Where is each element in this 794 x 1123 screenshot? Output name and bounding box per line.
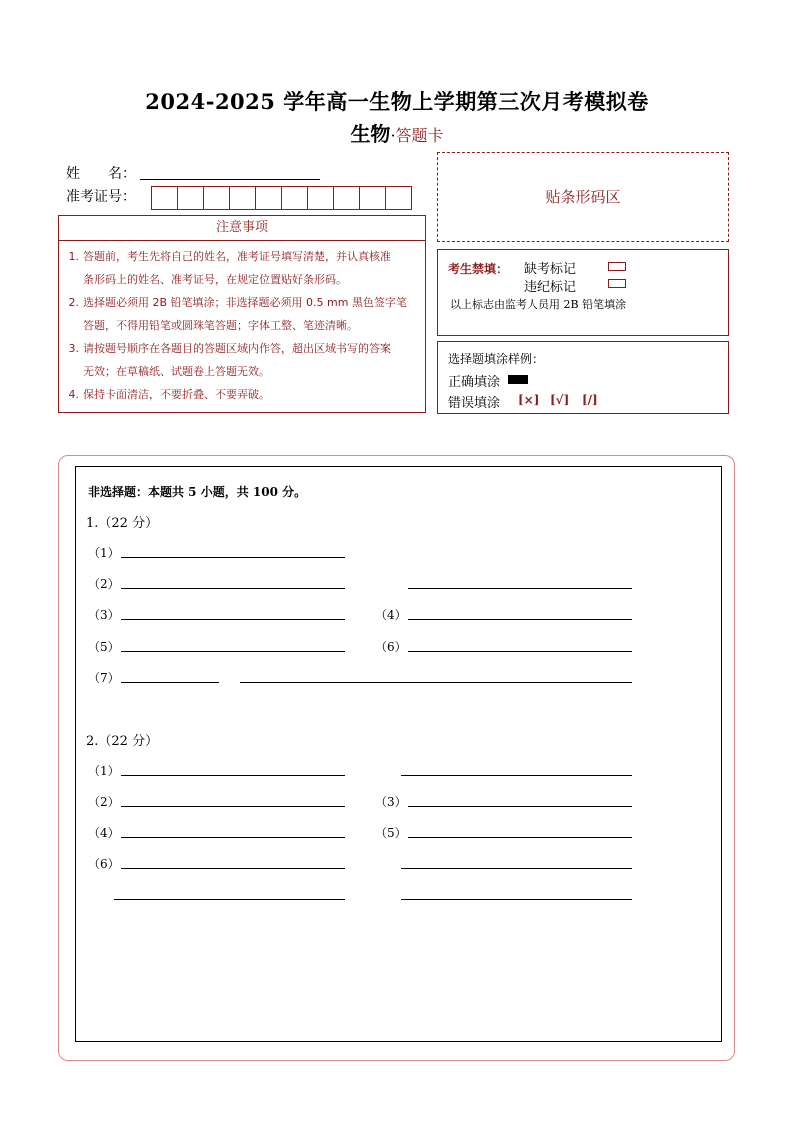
notice-text: 选择题必须用 2B 铅笔填涂；非选择题必须用 0.5 mm 黑色签字笔 — [83, 296, 407, 309]
notice-text-cont: 无效；在草稿纸、试题卷上答题无效。 — [83, 365, 270, 378]
q1-label-3: （3） — [88, 608, 120, 622]
q2-answer-line-1a[interactable] — [121, 775, 345, 776]
q1-label-5: （5） — [88, 640, 120, 654]
forbid-label: 考生禁填： — [448, 262, 509, 276]
q2-label-1: （1） — [88, 764, 120, 778]
answers-intro: 非选择题：本题共 5 小题，共 100 分。 — [88, 485, 307, 499]
correct-label: 正确填涂 — [448, 375, 501, 390]
forbid-note: 以上标志由监考人员用 2B 铅笔填涂 — [450, 298, 627, 311]
sample-panel — [437, 341, 729, 414]
notice-num: 2. — [68, 296, 79, 309]
wrong-mark-slash: [/] — [582, 393, 598, 407]
notice-heading: 注意事项 — [59, 216, 425, 241]
q2-label-3: （3） — [375, 795, 407, 809]
id-digit-box[interactable] — [256, 187, 282, 209]
wrong-label: 错误填涂 — [448, 396, 501, 411]
notice-text: 请按题号顺序在各题目的答题区域内作答，超出区域书写的答案 — [83, 342, 391, 355]
notice-num: 1. — [68, 250, 79, 263]
q1-answer-line-6[interactable] — [408, 651, 632, 652]
notice-text-cont: 条形码上的姓名、准考证号，在规定位置贴好条形码。 — [83, 273, 347, 286]
q1-answer-line-5[interactable] — [121, 651, 345, 652]
q2-answer-line-4[interactable] — [121, 837, 345, 838]
id-digit-box[interactable] — [282, 187, 308, 209]
q1-answer-line-3[interactable] — [121, 619, 345, 620]
q2-answer-line-1b[interactable] — [401, 775, 632, 776]
id-digit-box[interactable] — [178, 187, 204, 209]
exam-id-label: 准考证号： — [66, 189, 136, 205]
filled-mark-sample — [508, 375, 528, 384]
q1-title: 1.（22 分） — [86, 516, 159, 531]
q2-label-4: （4） — [88, 826, 120, 840]
notice-text: 答题前，考生先将自己的姓名，准考证号填写清楚，并认真核准 — [83, 250, 391, 263]
q2-answer-line-6d[interactable] — [401, 899, 632, 900]
q1-label-2: （2） — [88, 577, 120, 591]
q2-label-5: （5） — [375, 826, 407, 840]
notice-list — [63, 245, 419, 406]
notice-item — [63, 383, 419, 406]
id-digit-box[interactable] — [230, 187, 256, 209]
q2-answer-line-6c[interactable] — [114, 899, 345, 900]
q1-answer-line-2b[interactable] — [408, 588, 632, 589]
id-digit-box[interactable] — [152, 187, 178, 209]
answer-inner-frame — [75, 466, 722, 1042]
notice-num: 4. — [68, 388, 79, 401]
q1-answer-line-7a[interactable] — [121, 682, 219, 683]
subject-label: 生物 — [350, 122, 391, 146]
q1-answer-line-7b[interactable] — [240, 682, 632, 683]
wrong-mark-cross: [×] — [518, 393, 540, 407]
violation-label: 违纪标记 — [524, 280, 577, 295]
subtitle-separator: · — [390, 126, 396, 145]
q1-label-1: （1） — [88, 546, 120, 560]
q2-label-2: （2） — [88, 795, 120, 809]
notice-num: 3. — [68, 342, 79, 355]
violation-mark-box[interactable] — [608, 279, 626, 288]
q1-label-4: （4） — [375, 608, 407, 622]
notice-panel — [58, 215, 426, 413]
notice-item — [63, 337, 419, 383]
exam-id-boxes[interactable] — [151, 186, 412, 210]
notice-item — [63, 245, 419, 291]
name-field[interactable] — [140, 163, 320, 180]
q2-answer-line-2[interactable] — [121, 806, 345, 807]
notice-text-cont: 答题，不得用铅笔或圆珠笔答题；字体工整、笔迹清晰。 — [83, 319, 358, 332]
q2-answer-line-3[interactable] — [408, 806, 632, 807]
barcode-area: 贴条形码区 — [437, 152, 729, 242]
q1-answer-line-1[interactable] — [121, 557, 345, 558]
q1-answer-line-2a[interactable] — [121, 588, 345, 589]
id-digit-box[interactable] — [334, 187, 360, 209]
sample-title: 选择题填涂样例： — [448, 352, 545, 366]
page-title: 2024-2025 学年高一生物上学期第三次月考模拟卷 — [145, 89, 649, 114]
page-subtitle — [0, 118, 794, 147]
wrong-mark-check: [√] — [550, 393, 570, 407]
notice-text: 保持卡面清洁，不要折叠、不要弄破。 — [83, 388, 270, 401]
forbid-panel — [437, 249, 729, 336]
card-label: 答题卡 — [395, 126, 444, 145]
q2-answer-line-6b[interactable] — [401, 868, 632, 869]
q2-title: 2.（22 分） — [86, 734, 159, 749]
absent-label: 缺考标记 — [524, 262, 577, 277]
id-digit-box[interactable] — [204, 187, 230, 209]
q2-label-6: （6） — [88, 857, 120, 871]
notice-item — [63, 291, 419, 337]
q2-answer-line-5[interactable] — [408, 837, 632, 838]
id-digit-box[interactable] — [308, 187, 334, 209]
q1-label-7: （7） — [88, 671, 120, 685]
q1-label-6: （6） — [375, 640, 407, 654]
id-digit-box[interactable] — [360, 187, 386, 209]
name-label: 姓 名： — [66, 166, 136, 182]
id-digit-box[interactable] — [386, 187, 412, 209]
q2-answer-line-6a[interactable] — [121, 868, 345, 869]
absent-mark-box[interactable] — [608, 262, 626, 271]
q1-answer-line-4[interactable] — [408, 619, 632, 620]
